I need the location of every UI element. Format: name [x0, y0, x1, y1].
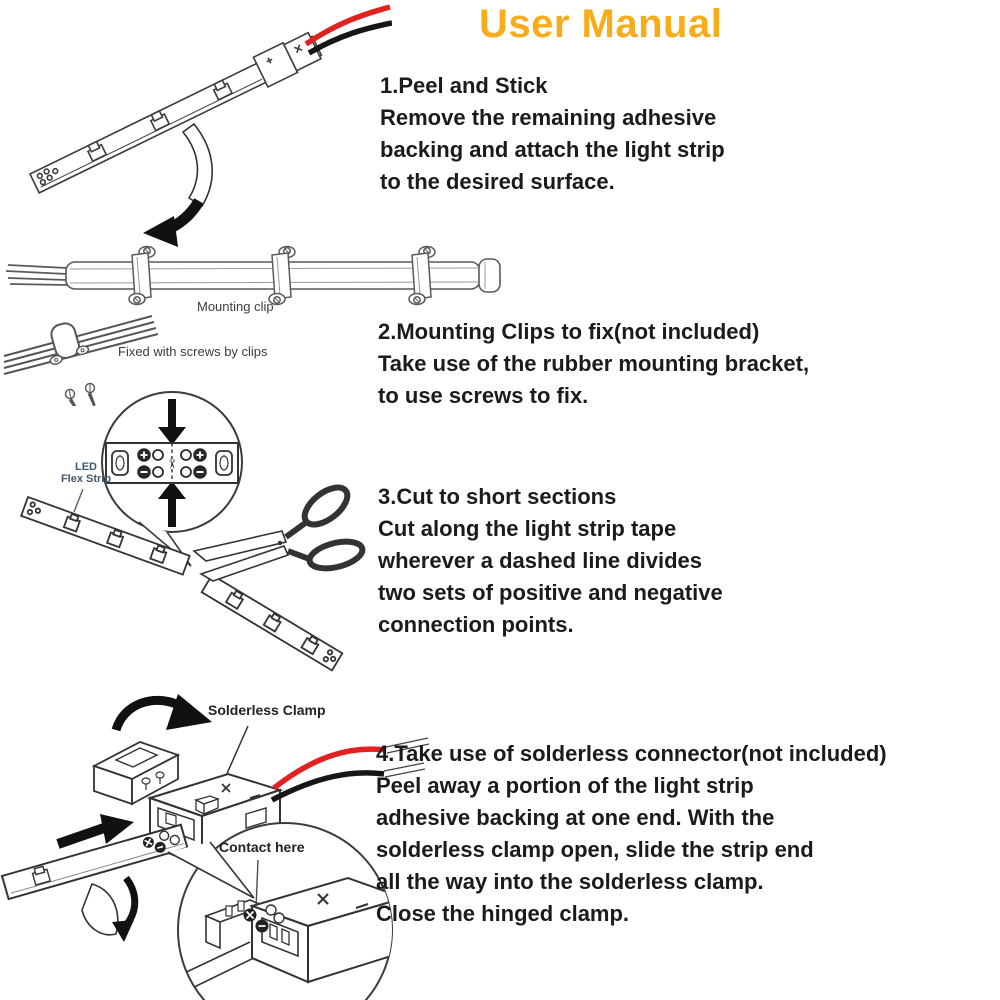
cut-arrow-up-icon — [168, 497, 176, 527]
illustration-peel-and-stick — [0, 0, 392, 252]
illustration-cut-sections — [0, 385, 392, 693]
instruction-line: connection points. — [378, 612, 574, 637]
instruction-line: Peel away a portion of the light strip — [376, 773, 754, 798]
led-flex-strip-pointer — [74, 489, 83, 512]
peel-curve — [183, 124, 212, 206]
scissors-glyph-icon: ✂ — [165, 458, 179, 470]
instruction-line: Close the hinged clamp. — [376, 901, 630, 926]
section-1-text — [380, 70, 725, 198]
section-1-heading: 1.Peel and Stick — [380, 73, 548, 98]
section-4-text — [376, 738, 887, 930]
illustration-solderless-connector — [0, 680, 432, 1000]
led-strip-right-piece — [202, 575, 343, 670]
instruction-line: backing and attach the light strip — [380, 137, 725, 162]
adhesive-backing-flap — [82, 884, 118, 935]
strip-cut-detail — [106, 443, 238, 483]
section-3-text — [378, 481, 723, 641]
cut-arrow-down-icon — [168, 399, 176, 429]
insert-strip-arrow — [58, 828, 104, 844]
instruction-line: all the way into the solderless clamp. — [376, 869, 764, 894]
section-3-heading: 3.Cut to short sections — [378, 484, 617, 509]
instruction-line: two sets of positive and negative — [378, 580, 723, 605]
contact-here-label: Contact here — [219, 839, 305, 855]
instruction-line: Take use of the rubber mounting bracket, — [378, 351, 810, 376]
peel-back-arrow — [126, 878, 135, 924]
red-wire — [274, 749, 386, 788]
section-2-heading: 2.Mounting Clips to fix(not included) — [378, 319, 760, 344]
solderless-clamp-pointer — [225, 726, 248, 778]
solderless-clamp-label: Solderless Clamp — [208, 702, 326, 718]
section-2-text — [378, 316, 809, 412]
fixed-with-screws-label: Fixed with screws by clips — [118, 344, 268, 359]
instruction-line: wherever a dashed line divides — [378, 548, 703, 573]
instruction-line: Remove the remaining adhesive — [380, 105, 717, 130]
instruction-line: adhesive backing at one end. With the — [376, 805, 775, 830]
led-strip-diagonal — [27, 30, 324, 197]
section-4-heading: 4.Take use of solderless connector(not included) — [376, 741, 887, 766]
black-wire — [309, 23, 392, 53]
instruction-line: to use screws to fix. — [378, 383, 589, 408]
instruction-line: solderless clamp open, slide the strip end — [376, 837, 814, 862]
led-flex-strip-label: LED Flex Strip — [60, 461, 112, 485]
mounting-clip-label: Mounting clip — [197, 299, 274, 314]
instruction-line: to the desired surface. — [380, 169, 615, 194]
instruction-line: Cut along the light strip tape — [378, 516, 677, 541]
page-title: User Manual — [479, 2, 723, 46]
